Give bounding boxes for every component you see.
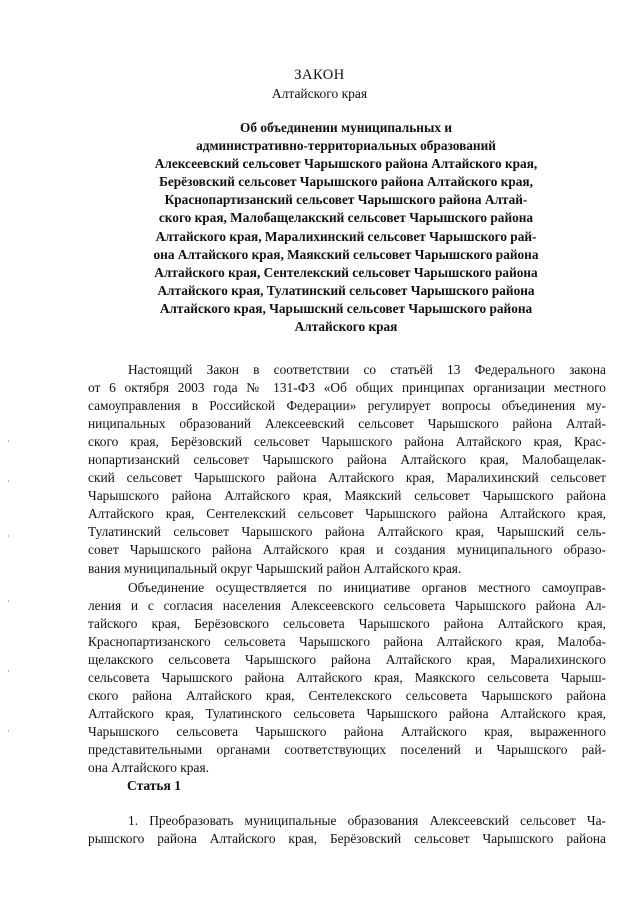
title-line: Алтайского края, Сентелекский сельсовет Чарышского района — [154, 264, 538, 280]
paragraph-line: самоуправления в Российской Федерации» регулирует вопросы объединения му- — [88, 398, 606, 414]
paragraph-line: Краснопартизанского сельсовета Чарышского района Алтайского края, Малоба- — [88, 634, 606, 650]
paragraph-line: Алтайского края, Тулатинского сельсовета Чарышского района Алтайского края, — [88, 706, 606, 722]
paragraph-line: тайского края, Берёзовского сельсовета Чарышского района Алтайского края, — [88, 616, 606, 632]
paragraph-line: ский сельсовет Чарышского района Алтайского края, Маралихинский сельсовет — [88, 470, 606, 486]
paragraph-line: Чарышского района Алтайского края, Маякский сельсовет Чарышского района — [88, 488, 606, 504]
title-line: Алтайского края, Тулатинский сельсовет Чарышского района — [157, 282, 535, 298]
preamble-paragraph — [88, 361, 606, 578]
title-line: Берёзовский сельсовет Чарышского района Алтайского края, — [159, 174, 533, 190]
paragraph-line: щелакского сельсовета Чарышского района Алтайского края, Маралихинского — [88, 652, 606, 668]
paragraph-line: 1. Преобразовать муниципальные образования Алексеевский сельсовет Ча- — [128, 813, 606, 828]
paragraph-line: совет Чарышского района Алтайского края и создания муниципального образо- — [88, 542, 606, 558]
scan-margin-marks — [8, 440, 10, 740]
paragraph-line: ского района Алтайского края, Сентелекского сельсовета Чарышского района — [88, 688, 606, 704]
paragraph-line: Тулатинский сельсовет Чарышского района Алтайского края, Чарышский сель- — [88, 524, 606, 540]
paragraph-line: ниципальных образований Алексеевский сельсовет Чарышского района Алтай- — [88, 416, 606, 432]
title-line: административно-территориальных образований — [196, 138, 496, 154]
title-line: она Алтайского края, Маякский сельсовет Чарышского района — [153, 246, 539, 262]
paragraph-line: Чарышского сельсовета Чарышского района Алтайского края, выраженного — [88, 724, 606, 740]
title-line: Алтайского края, Чарышский сельсовет Чарышского района — [159, 300, 533, 316]
paragraph-line: представительными органами соответствующих поселений и Чарышского рай- — [88, 742, 606, 758]
document-region: Алтайского края — [271, 86, 368, 101]
title-line: ского края, Малобащелакский сельсовет Чарышского района — [158, 210, 534, 226]
article-1-paragraph — [88, 812, 606, 848]
paragraph-line: вания муниципальный округ Чарышский район Алтайского края. — [88, 560, 462, 576]
title-line: Алтайского края, Маралихинский сельсовет Чарышского рай- — [155, 228, 537, 244]
paragraph-line: Настоящий Закон в соответствии со статьёй 13 Федерального закона — [128, 362, 606, 377]
paragraph-line: она Алтайского края. — [88, 760, 209, 776]
paragraph-line: нопартизанский сельсовет Чарышского района Алтайского края, Малобащелак- — [88, 452, 606, 468]
paragraph-line: от 6 октября 2003 года № 131-ФЗ «Об общих принципах организации местного — [88, 380, 606, 396]
paragraph-line: рышского района Алтайского края, Берёзовский сельсовет Чарышского района — [88, 831, 606, 847]
title-line: Об объединении муниципальных и — [240, 120, 452, 135]
paragraph-line: ского края, Берёзовский сельсовет Чарышского района Алтайского края, Крас- — [88, 434, 606, 450]
initiative-paragraph — [88, 579, 606, 778]
law-title — [100, 119, 592, 336]
document-type: ЗАКОН — [294, 67, 345, 83]
title-line: Алексеевский сельсовет Чарышского района Алтайского края, — [154, 156, 538, 172]
paragraph-line: ления и с согласия населения Алексеевского сельсовета Чарышского района Ал- — [88, 598, 606, 614]
paragraph-line: сельсовета Чарышского района Алтайского края, Маякского сельсовета Чарыш- — [88, 670, 606, 686]
paragraph-line: Алтайского края, Сентелекский сельсовет Чарышского района Алтайского края, — [88, 506, 606, 522]
paragraph-line: Объединение осуществляется по инициативе органов местного самоуправ- — [128, 580, 606, 595]
title-line: Алтайского края — [294, 319, 398, 335]
title-line: Краснопартизанский сельсовет Чарышского района Алтай- — [164, 192, 528, 208]
article-heading: Статья 1 — [127, 778, 181, 793]
